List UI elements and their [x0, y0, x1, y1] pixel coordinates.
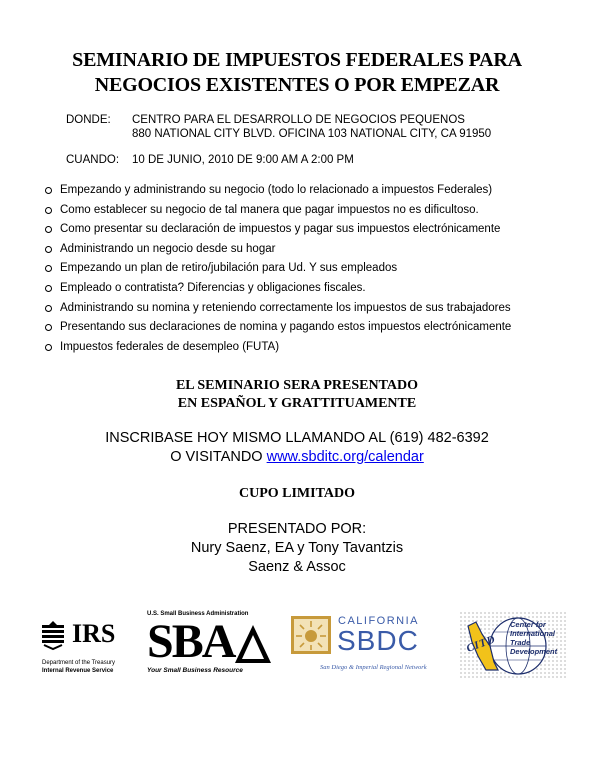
citd-line-1: Center for — [510, 620, 546, 629]
list-item — [0, 222, 511, 242]
bullet-circle-icon — [45, 305, 52, 312]
bullet-circle-icon — [45, 207, 52, 214]
sbdc-name: SBDC — [337, 625, 419, 656]
register-line-1: INSCRIBASE HOY MISMO LLAMANDO AL (619) 482-6392 — [105, 430, 489, 446]
topic-list — [0, 183, 511, 359]
list-item — [0, 301, 511, 321]
topic-text: Administrando un negocio desde su hogar — [60, 242, 276, 255]
topic-text: Administrando su nomina y reteniendo correctamente los impuestos de sus trabajadores — [60, 301, 511, 314]
bullet-circle-icon — [45, 265, 52, 272]
presented-line-2: EN ESPAÑOL Y GRATTITUAMENTE — [177, 396, 417, 411]
sbdc-logo — [288, 612, 443, 682]
bullet-circle-icon — [45, 246, 52, 253]
bullet-circle-icon — [45, 285, 52, 292]
citd-line-3: Trade — [510, 638, 531, 647]
limited-notice: CUPO LIMITADO — [238, 486, 356, 501]
where-line-2: 880 NATIONAL CITY BLVD. OFICINA 103 NATIONAL CITY, CA 91950 — [132, 128, 492, 140]
sba-logo — [143, 611, 278, 679]
sbdc-state: CALIFORNIA — [338, 615, 420, 627]
topic-text: Empezando y administrando su negocio (todo lo relacionado a impuestos Federales) — [60, 184, 493, 196]
bullet-circle-icon — [45, 226, 52, 233]
flyer-title — [0, 48, 594, 98]
topic-text: Presentando sus declaraciones de nomina y pagando estos impuestos electrónicamente — [60, 321, 512, 334]
sba-tagline: Your Small Business Resource — [147, 667, 243, 674]
title-line-1: SEMINARIO DE IMPUESTOS FEDERALES PARA — [72, 49, 522, 71]
topic-text: Como presentar su declaración de impuestos y pagar sus impuestos electrónicamente — [60, 223, 501, 236]
register-prefix: O VISITANDO — [170, 449, 267, 465]
topic-text: Empleado o contratista? Diferencias y obligaciones fiscales. — [60, 281, 366, 294]
irs-service: Internal Revenue Service — [42, 668, 114, 674]
list-item — [0, 203, 511, 223]
sbdc-region: San Diego & Imperial Regional Network — [320, 664, 427, 671]
when-block — [0, 153, 594, 169]
list-item — [0, 340, 511, 360]
sba-triangle-icon — [235, 625, 271, 665]
bullet-circle-icon — [45, 324, 52, 331]
presenters-names: Nury Saenz, EA y Tony Tavantzis — [190, 540, 404, 556]
citd-line-4: Development — [510, 647, 558, 656]
irs-name: IRS — [72, 619, 116, 648]
title-line-2: NEGOCIOS EXISTENTES O POR EMPEZAR — [94, 74, 500, 96]
list-item — [0, 281, 511, 301]
sbdc-sun-icon — [291, 616, 331, 654]
when-label: CUANDO: — [66, 154, 120, 166]
presenters-company: Saenz & Assoc — [248, 559, 346, 575]
citd-logo — [460, 612, 570, 680]
citd-text — [510, 620, 557, 656]
bullet-circle-icon — [45, 187, 52, 194]
presenters-heading: PRESENTADO POR: — [227, 521, 367, 537]
irs-dept: Department of the Treasury — [42, 660, 116, 666]
register-line-2 — [0, 448, 594, 467]
list-item — [0, 320, 511, 340]
irs-logo — [38, 615, 130, 685]
topic-text: Impuestos federales de desempleo (FUTA) — [60, 340, 280, 353]
register-block — [0, 429, 594, 467]
citd-line-2: International — [510, 629, 556, 638]
list-item — [0, 261, 511, 281]
when-value: 10 DE JUNIO, 2010 DE 9:00 AM A 2:00 PM — [132, 154, 354, 166]
where-block — [0, 113, 594, 143]
sba-name: SBA — [147, 615, 235, 668]
sba-top-text: U.S. Small Business Administration — [147, 611, 249, 617]
list-item — [0, 242, 511, 262]
bullet-circle-icon — [45, 344, 52, 351]
where-label: DONDE: — [66, 114, 111, 126]
calendar-link[interactable]: www.sbditc.org/calendar — [266, 449, 424, 465]
citd-mark: CITD — [464, 633, 498, 655]
topic-text: Como establecer su negocio de tal manera que pagar impuestos no es dificultoso. — [60, 203, 479, 216]
presenters-block — [0, 520, 594, 577]
list-item — [0, 183, 511, 203]
topic-text: Empezando un plan de retiro/jubilación para Ud. Y sus empleados — [60, 262, 398, 275]
presented-line-1: EL SEMINARIO SERA PRESENTADO — [175, 378, 419, 393]
where-line-1: CENTRO PARA EL DESARROLLO DE NEGOCIOS PEQUENOS — [132, 114, 465, 126]
presented-notice — [0, 377, 594, 413]
